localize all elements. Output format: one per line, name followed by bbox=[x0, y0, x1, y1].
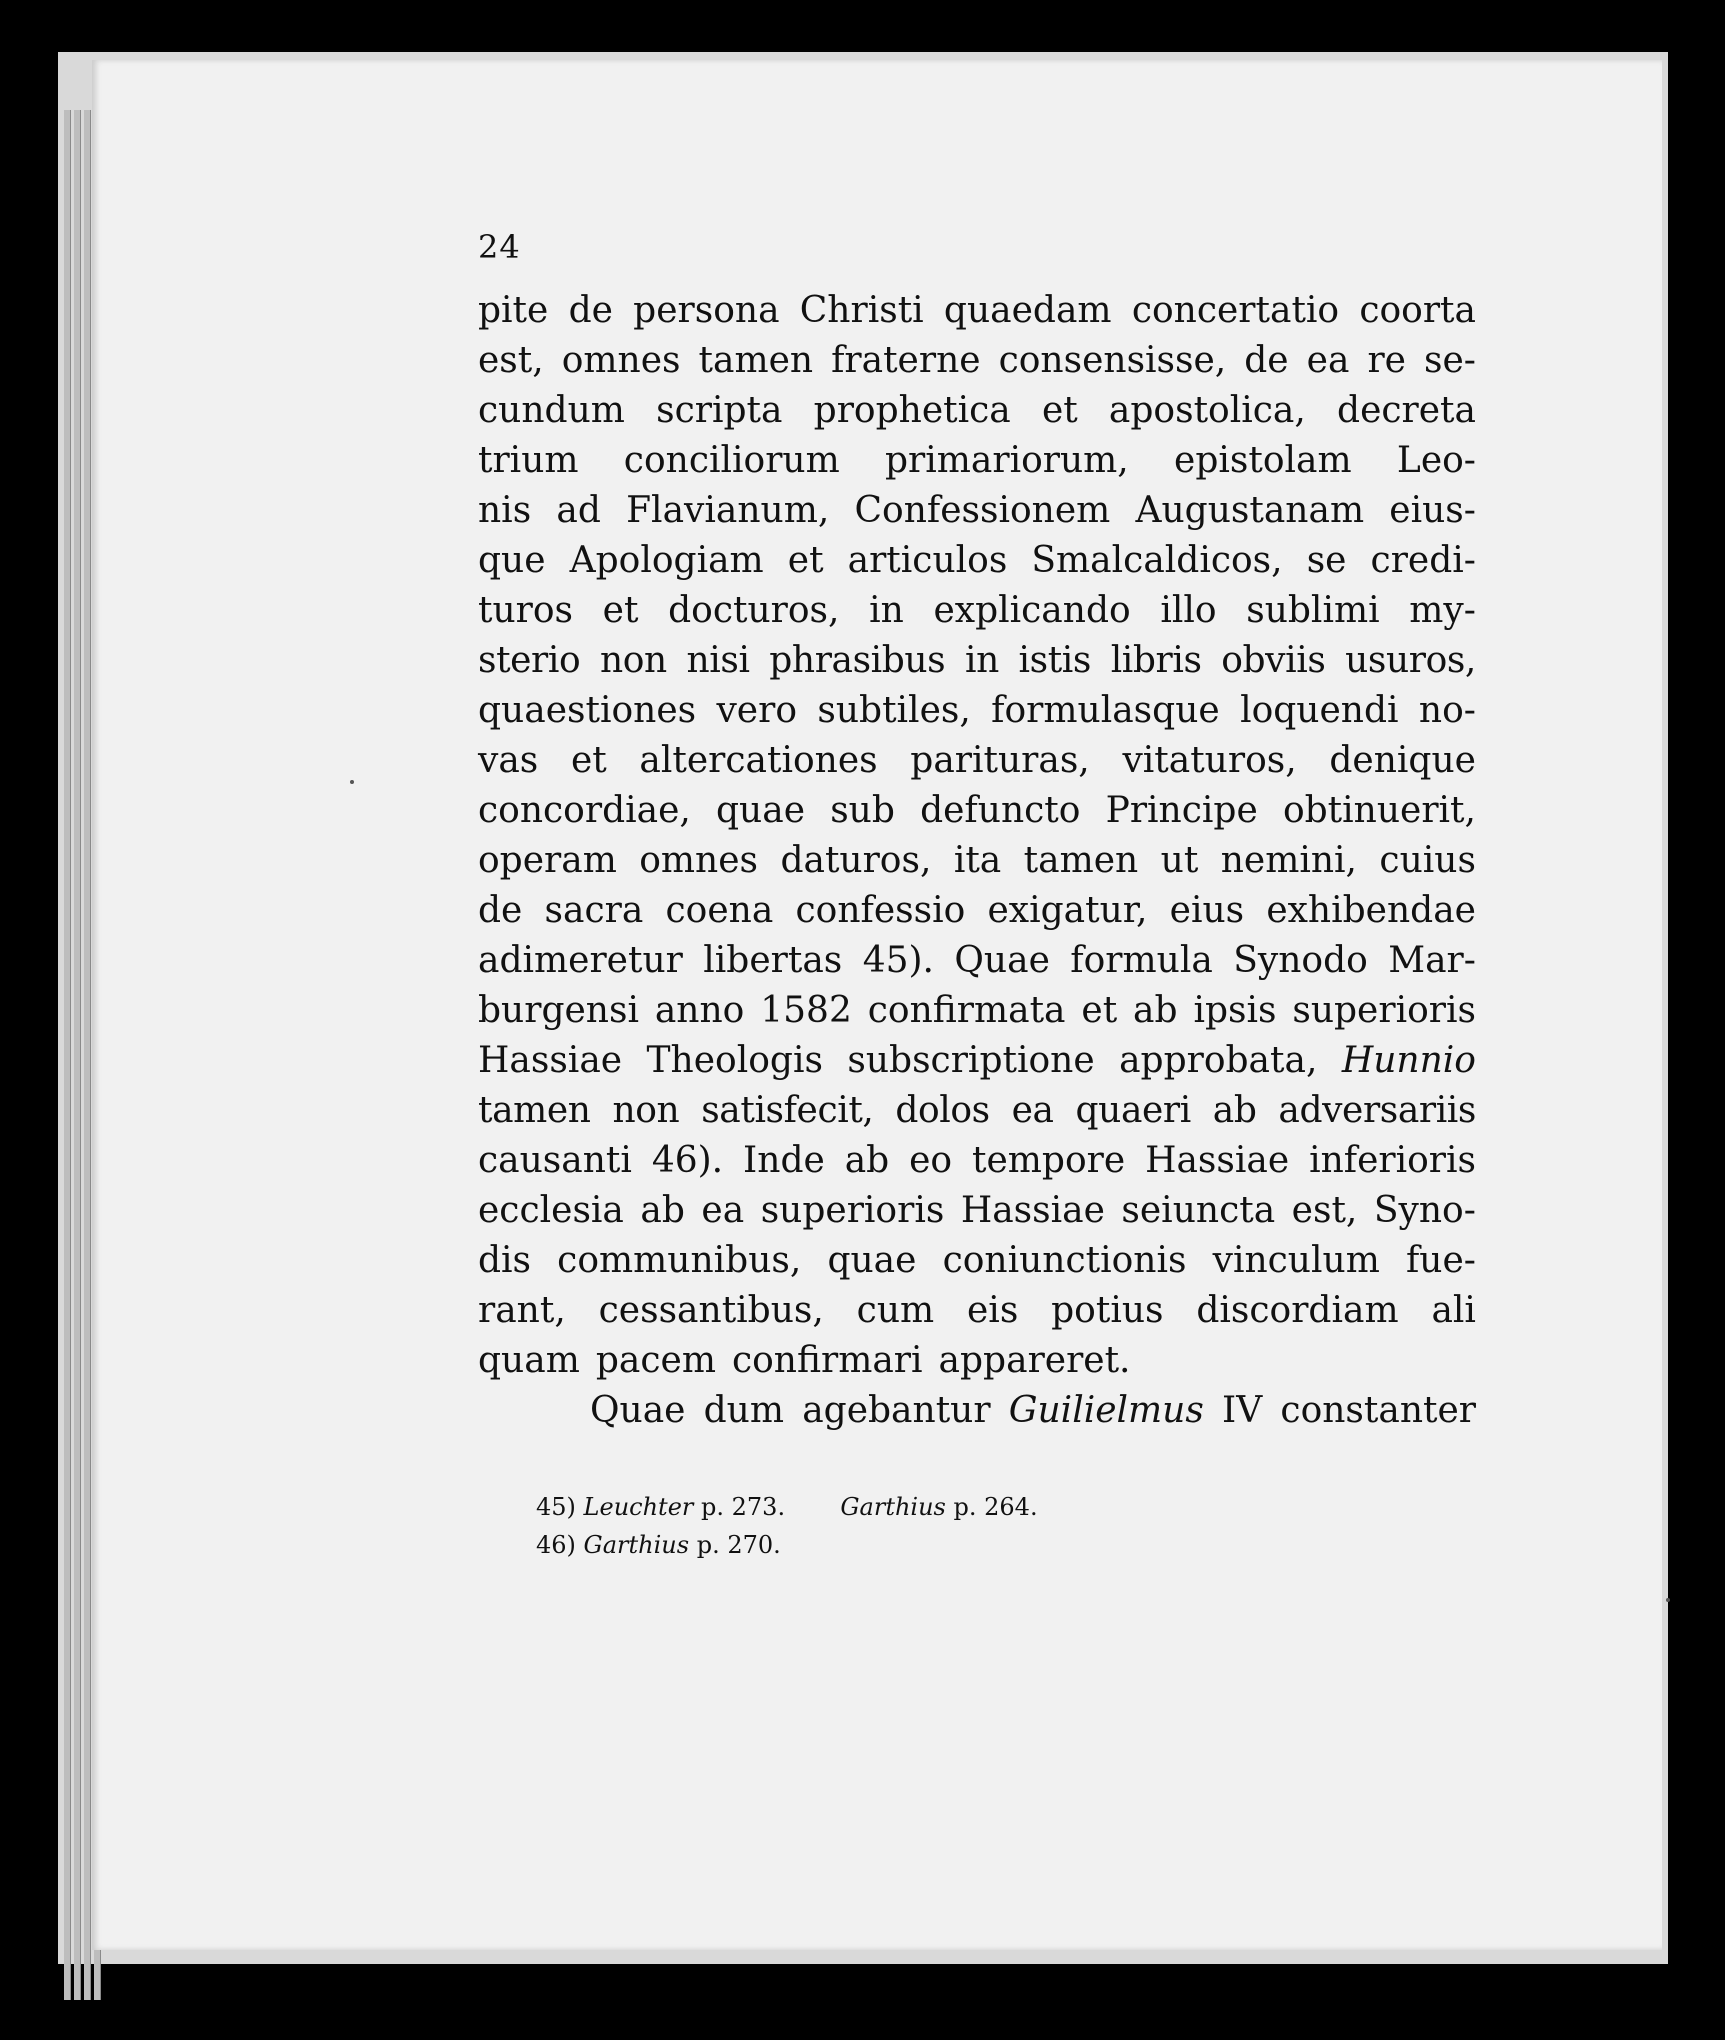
text-line bbox=[478, 1286, 1476, 1336]
word: credi- bbox=[1370, 540, 1476, 581]
word: epistolam bbox=[1174, 440, 1352, 481]
word: fue- bbox=[1405, 1240, 1476, 1281]
word: quaeri bbox=[1075, 1090, 1191, 1131]
word: pacem bbox=[595, 1340, 716, 1381]
word: tamen bbox=[1023, 840, 1139, 881]
word: discordiam bbox=[1196, 1290, 1399, 1331]
text-line bbox=[478, 1086, 1476, 1136]
word: Hassiae bbox=[1145, 1140, 1290, 1181]
word: conciliorum bbox=[623, 440, 840, 481]
word: sacra bbox=[544, 890, 644, 931]
word: approbata, bbox=[1119, 1040, 1318, 1081]
word: eius bbox=[1169, 890, 1245, 931]
word: persona bbox=[633, 290, 780, 331]
word: sublimi bbox=[1246, 590, 1380, 631]
word: libertas bbox=[703, 940, 843, 981]
word: nemini, bbox=[1220, 840, 1357, 881]
word: sub bbox=[830, 790, 895, 831]
text-line bbox=[478, 1136, 1476, 1186]
word: se- bbox=[1423, 340, 1476, 381]
footnote-author: Leuchter bbox=[583, 1493, 694, 1521]
word: operam bbox=[478, 840, 617, 881]
word: quae bbox=[716, 790, 806, 831]
word: daturos, bbox=[780, 840, 932, 881]
word: de bbox=[1244, 340, 1289, 381]
footnote-reference: p. 270. bbox=[696, 1531, 781, 1559]
footnote-number: 46) bbox=[536, 1531, 576, 1559]
word: Syno- bbox=[1373, 1190, 1476, 1231]
footnote-reference: p. 273. bbox=[701, 1493, 786, 1521]
word: ad bbox=[556, 490, 601, 531]
word: Theologis bbox=[646, 1040, 823, 1081]
footnote-reference: p. 264. bbox=[953, 1493, 1038, 1521]
word: dis bbox=[478, 1240, 532, 1281]
page-edge bbox=[84, 110, 91, 2000]
word: fraterne bbox=[831, 340, 981, 381]
word: trium bbox=[478, 440, 579, 481]
text-line bbox=[478, 536, 1476, 586]
footnote-46 bbox=[536, 1526, 1038, 1564]
word: concertatio bbox=[1131, 290, 1340, 331]
word: communibus, bbox=[557, 1240, 802, 1281]
word: formulasque bbox=[991, 690, 1220, 731]
word: ea bbox=[1306, 340, 1350, 381]
text-line bbox=[478, 636, 1476, 686]
word: libris bbox=[1110, 640, 1202, 681]
word: coorta bbox=[1359, 290, 1476, 331]
word: non bbox=[612, 1090, 680, 1131]
word: inferioris bbox=[1309, 1140, 1476, 1181]
word: vas bbox=[478, 740, 539, 781]
word: 45). bbox=[862, 940, 934, 981]
word: coena bbox=[665, 890, 774, 931]
word: Quae bbox=[954, 940, 1050, 981]
word: ab bbox=[844, 1140, 890, 1181]
text-line bbox=[478, 1336, 1476, 1386]
word: et bbox=[602, 590, 639, 631]
text-line bbox=[478, 836, 1476, 886]
text-line bbox=[478, 686, 1476, 736]
word: dum bbox=[703, 1390, 785, 1431]
word: potius bbox=[1051, 1290, 1164, 1331]
word: non bbox=[599, 640, 667, 681]
word: quae bbox=[827, 1240, 917, 1281]
paper-speck bbox=[1666, 1598, 1670, 1602]
word: concordiae, bbox=[478, 790, 691, 831]
word: omnes bbox=[561, 340, 681, 381]
word: et bbox=[1081, 990, 1118, 1031]
word: consensisse, bbox=[998, 340, 1227, 381]
word: exhibendae bbox=[1266, 890, 1476, 931]
word: cum bbox=[856, 1290, 935, 1331]
text-line bbox=[478, 286, 1476, 336]
word: nis bbox=[478, 490, 532, 531]
word: eo bbox=[909, 1140, 953, 1181]
word: altercationes bbox=[639, 740, 878, 781]
footnote-45 bbox=[536, 1488, 1038, 1526]
word: Mar- bbox=[1388, 940, 1476, 981]
word: omnes bbox=[639, 840, 759, 881]
word: vitaturos, bbox=[1122, 740, 1297, 781]
word: ea bbox=[1011, 1090, 1054, 1131]
word: ali bbox=[1431, 1290, 1476, 1331]
word: ab bbox=[1212, 1090, 1257, 1131]
word: exigatur, bbox=[987, 890, 1148, 931]
text-line bbox=[478, 786, 1476, 836]
footnote-author: Garthius bbox=[583, 1531, 690, 1559]
word: my- bbox=[1409, 590, 1476, 631]
footnote-number: 45) bbox=[536, 1493, 576, 1521]
word: explicando bbox=[933, 590, 1131, 631]
word: vinculum bbox=[1212, 1240, 1380, 1281]
word: Confessionem bbox=[854, 490, 1111, 531]
word: defuncto bbox=[920, 790, 1081, 831]
word: Smalcaldicos, bbox=[1031, 540, 1283, 581]
word: cuius bbox=[1379, 840, 1476, 881]
text-line bbox=[478, 586, 1476, 636]
word: de bbox=[478, 890, 523, 931]
text-line bbox=[478, 736, 1476, 786]
text-line bbox=[478, 386, 1476, 436]
word: illo bbox=[1160, 590, 1217, 631]
word: nisi bbox=[686, 640, 750, 681]
word: est, bbox=[1291, 1190, 1358, 1231]
text-line bbox=[478, 1386, 1476, 1436]
word: Christi bbox=[799, 290, 924, 331]
word: parituras, bbox=[910, 740, 1090, 781]
word: seiuncta bbox=[1121, 1190, 1276, 1231]
word: constanter bbox=[1280, 1390, 1476, 1431]
word: ab bbox=[1133, 990, 1178, 1031]
word: in bbox=[964, 640, 999, 681]
word: denique bbox=[1329, 740, 1476, 781]
word: Leo- bbox=[1396, 440, 1476, 481]
word: decreta bbox=[1337, 390, 1476, 431]
word: tamen bbox=[698, 340, 814, 381]
text-line bbox=[478, 486, 1476, 536]
word: satisfecit, bbox=[701, 1090, 874, 1131]
text-line bbox=[478, 1036, 1476, 1086]
word: Flavianum, bbox=[626, 490, 830, 531]
word: agebantur bbox=[802, 1390, 991, 1431]
word: ipsis bbox=[1193, 990, 1277, 1031]
word: prophetica bbox=[813, 390, 1011, 431]
word: adversariis bbox=[1278, 1090, 1476, 1131]
word: Principe bbox=[1105, 790, 1258, 831]
word: quam bbox=[478, 1340, 580, 1381]
word: quaedam bbox=[943, 290, 1112, 331]
word: turos bbox=[478, 590, 574, 631]
word: rant, bbox=[478, 1290, 566, 1331]
word: et bbox=[787, 540, 824, 581]
word: ab bbox=[640, 1190, 685, 1231]
word: superioris bbox=[1292, 990, 1476, 1031]
paper-speck bbox=[350, 780, 354, 784]
word: ut bbox=[1160, 840, 1199, 881]
word: cundum bbox=[478, 390, 625, 431]
word: tempore bbox=[972, 1140, 1126, 1181]
word: loquendi bbox=[1240, 690, 1399, 731]
word: dolos bbox=[895, 1090, 990, 1131]
word: quaestiones bbox=[478, 690, 697, 731]
word: que bbox=[478, 540, 546, 581]
word: Augustanam bbox=[1135, 490, 1365, 531]
word: IV bbox=[1222, 1390, 1263, 1431]
text-line bbox=[478, 1236, 1476, 1286]
word: Inde bbox=[743, 1140, 825, 1181]
text-line bbox=[478, 436, 1476, 486]
word: primariorum, bbox=[885, 440, 1129, 481]
word: appareret. bbox=[938, 1340, 1131, 1381]
word: Hunnio bbox=[1341, 1040, 1476, 1081]
word: docturos, bbox=[668, 590, 840, 631]
word: Hassiae bbox=[960, 1190, 1105, 1231]
word: 46). bbox=[651, 1140, 724, 1181]
text-line bbox=[478, 336, 1476, 386]
word: Quae bbox=[590, 1390, 686, 1431]
text-line bbox=[478, 1186, 1476, 1236]
word: confessio bbox=[795, 890, 966, 931]
word: Synodo bbox=[1233, 940, 1368, 981]
word: subscriptione bbox=[847, 1040, 1095, 1081]
word: confirmata bbox=[867, 990, 1066, 1031]
word: scripta bbox=[656, 390, 783, 431]
body-text bbox=[478, 286, 1476, 1436]
footnote-author: Garthius bbox=[840, 1493, 946, 1521]
word: obtinuerit, bbox=[1282, 790, 1476, 831]
text-line bbox=[478, 936, 1476, 986]
word: Guilielmus bbox=[1008, 1390, 1204, 1431]
word: tamen bbox=[478, 1090, 591, 1131]
word: adimeretur bbox=[478, 940, 683, 981]
word: no- bbox=[1418, 690, 1476, 731]
word: vero bbox=[716, 690, 797, 731]
word: Apologiam bbox=[569, 540, 764, 581]
word: se bbox=[1306, 540, 1347, 581]
text-line bbox=[478, 886, 1476, 936]
word: usuros, bbox=[1345, 640, 1476, 681]
page-edge bbox=[74, 110, 81, 2000]
word: est, bbox=[478, 340, 544, 381]
word: ecclesia bbox=[478, 1190, 624, 1231]
word: obviis bbox=[1221, 640, 1326, 681]
word: in bbox=[869, 590, 904, 631]
word: re bbox=[1367, 340, 1406, 381]
word: apostolica, bbox=[1108, 390, 1306, 431]
word: causanti bbox=[478, 1140, 632, 1181]
word: subtiles, bbox=[817, 690, 971, 731]
word: et bbox=[1041, 390, 1078, 431]
word: sterio bbox=[478, 640, 581, 681]
page-number: 24 bbox=[478, 228, 521, 266]
page-edge bbox=[64, 110, 71, 2000]
word: eis bbox=[967, 1290, 1019, 1331]
word: articulos bbox=[847, 540, 1008, 581]
word: confirmari bbox=[731, 1340, 923, 1381]
text-line bbox=[478, 986, 1476, 1036]
word: pite bbox=[478, 290, 549, 331]
word: Hassiae bbox=[478, 1040, 623, 1081]
word: et bbox=[570, 740, 607, 781]
word: anno bbox=[654, 990, 745, 1031]
word: cessantibus, bbox=[598, 1290, 824, 1331]
word: superioris bbox=[760, 1190, 945, 1231]
word: eius- bbox=[1389, 490, 1476, 531]
word: burgensi bbox=[478, 990, 639, 1031]
word: coniunctionis bbox=[942, 1240, 1187, 1281]
footnotes bbox=[536, 1488, 1038, 1564]
word: 1582 bbox=[760, 990, 852, 1031]
word: formula bbox=[1070, 940, 1213, 981]
word: de bbox=[568, 290, 613, 331]
word: ea bbox=[701, 1190, 745, 1231]
word: ita bbox=[953, 840, 1002, 881]
word: istis bbox=[1018, 640, 1091, 681]
word: phrasibus bbox=[769, 640, 946, 681]
